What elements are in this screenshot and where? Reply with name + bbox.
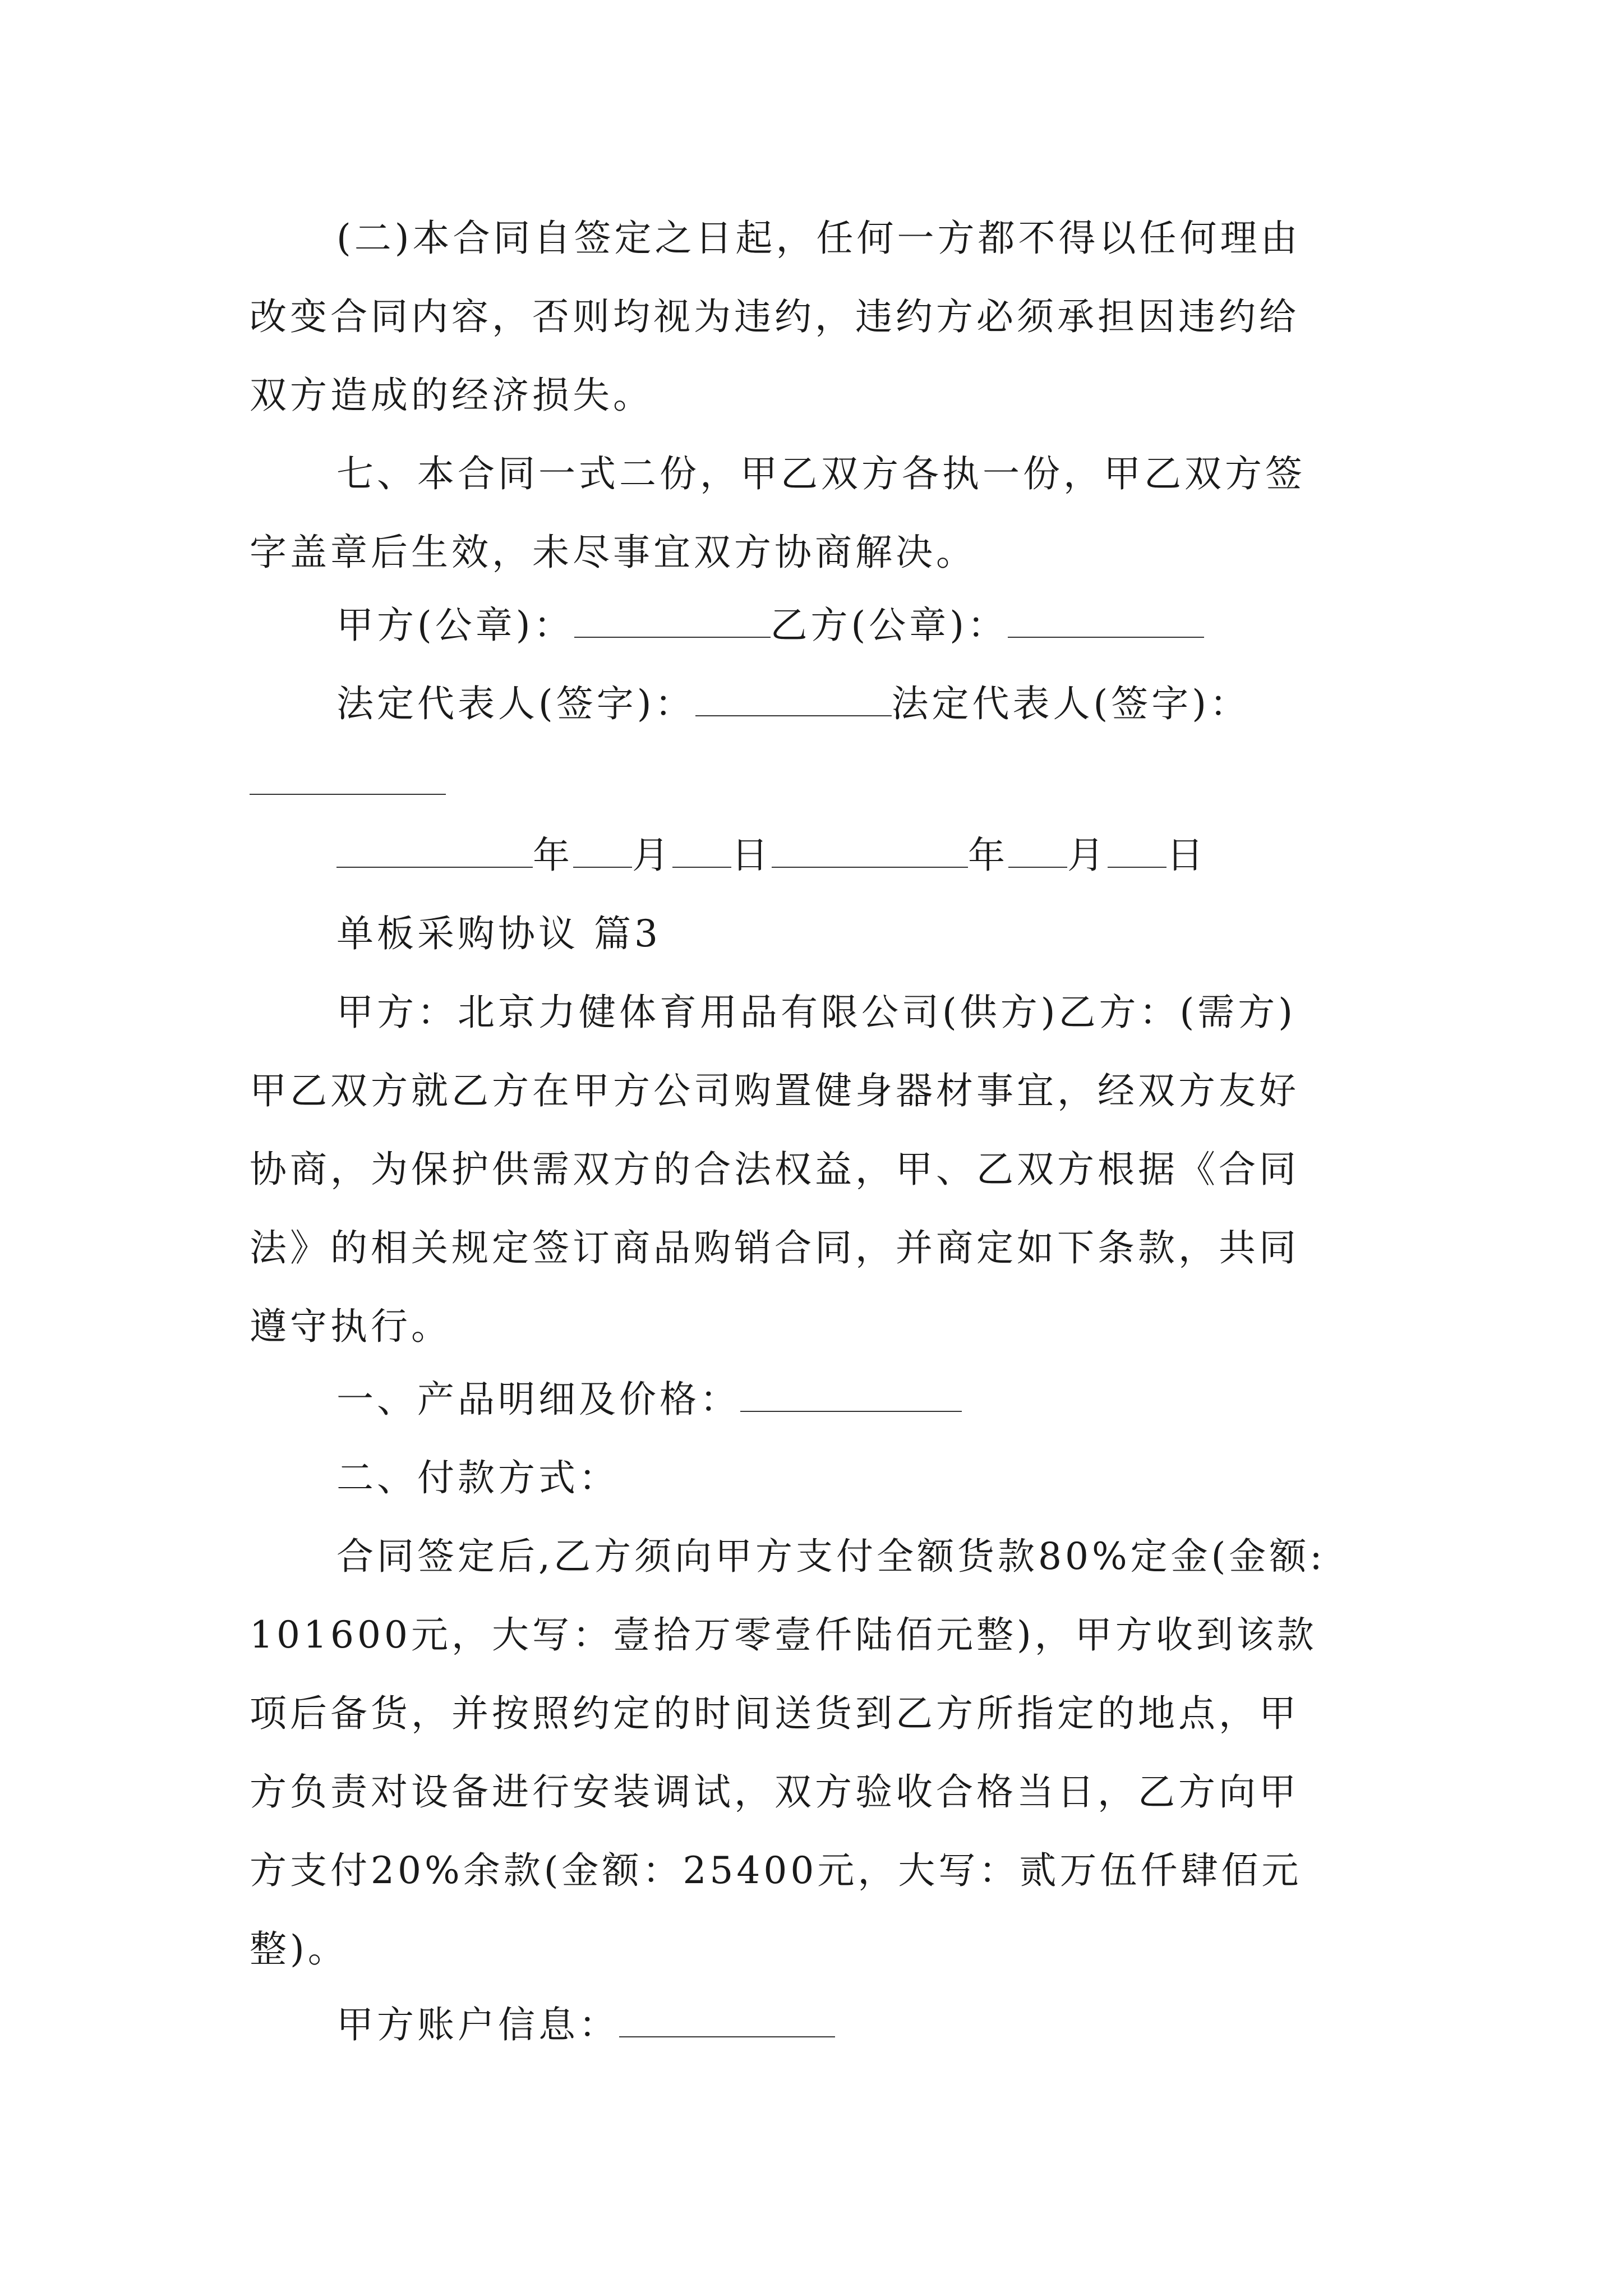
party-a-seal-label: 甲方(公章)： bbox=[336, 604, 574, 647]
date-b-month-label: 月 bbox=[1067, 834, 1108, 877]
party-b-rep-blank bbox=[250, 793, 446, 795]
representative-line bbox=[336, 679, 1492, 729]
date-b-year-label: 年 bbox=[968, 834, 1008, 877]
account-blank bbox=[619, 2036, 835, 2037]
date-b-year-blank bbox=[772, 866, 968, 868]
account-label: 甲方账户信息： bbox=[336, 2003, 619, 2046]
party-a-seal-blank bbox=[574, 636, 771, 638]
item-2-label: 二、付款方式： bbox=[336, 1456, 619, 1499]
payment-line-3: 项后备货，并按照约定的时间送货到乙方所指定的地点，甲 bbox=[250, 1692, 1299, 1735]
date-a-day-label: 日 bbox=[731, 834, 772, 877]
clause-2-line-3: 双方造成的经济损失。 bbox=[250, 374, 653, 417]
section-title: 单板采购协议 篇3 bbox=[336, 912, 661, 955]
seal-line bbox=[336, 600, 1492, 651]
payment-line-6: 整)。 bbox=[250, 1927, 348, 1971]
representative-blank-line bbox=[250, 757, 1405, 791]
intro-line-4: 法》的相关规定签订商品购销合同，并商定如下条款，共同 bbox=[250, 1226, 1299, 1269]
clause-2-line-1: (二)本合同自签定之日起，任何一方都不得以任何理由 bbox=[336, 217, 1301, 260]
intro-line-3: 协商，为保护供需双方的合法权益，甲、乙双方根据《合同 bbox=[250, 1148, 1299, 1191]
payment-line-1: 合同签定后,乙方须向甲方支付全额货款80%定金(金额: bbox=[336, 1535, 1326, 1578]
party-a-rep-label: 法定代表人(签字)： bbox=[336, 682, 695, 725]
intro-line-2: 甲乙双方就乙方在甲方公司购置健身器材事宜，经双方友好 bbox=[250, 1069, 1299, 1112]
party-b-seal-blank bbox=[1008, 636, 1204, 638]
item-1-line bbox=[336, 1374, 1492, 1425]
intro-line-5: 遵守执行。 bbox=[250, 1305, 451, 1348]
date-a-month-label: 月 bbox=[632, 834, 672, 877]
account-line bbox=[336, 2000, 1492, 2050]
clause-2-line-2: 改变合同内容，否则均视为违约，违约方必须承担因违约给 bbox=[250, 295, 1299, 338]
payment-line-2: 101600元，大写：壹拾万零壹仟陆佰元整)，甲方收到该款 bbox=[250, 1613, 1317, 1657]
intro-line-1: 甲方：北京力健体育用品有限公司(供方)乙方：(需方) bbox=[336, 991, 1296, 1034]
date-a-month-blank bbox=[573, 866, 632, 868]
date-a-day-blank bbox=[672, 866, 731, 868]
party-b-rep-label: 法定代表人(签字)： bbox=[891, 682, 1250, 725]
party-b-seal-label: 乙方(公章)： bbox=[770, 604, 1008, 647]
payment-line-4: 方负责对设备进行安装调试，双方验收合格当日，乙方向甲 bbox=[250, 1770, 1299, 1814]
item-1-label: 一、产品明细及价格： bbox=[336, 1378, 740, 1421]
date-b-month-blank bbox=[1008, 866, 1067, 868]
payment-line-5: 方支付20%余款(金额：25400元，大写：贰万伍仟肆佰元 bbox=[250, 1849, 1302, 1892]
party-a-rep-blank bbox=[695, 715, 892, 716]
date-b-day-label: 日 bbox=[1166, 834, 1207, 877]
clause-7-line-2: 字盖章后生效，未尽事宜双方协商解决。 bbox=[250, 531, 976, 574]
date-b-day-blank bbox=[1108, 866, 1166, 868]
item-1-blank bbox=[740, 1410, 962, 1412]
date-a-year-label: 年 bbox=[533, 834, 573, 877]
date-a-year-blank bbox=[336, 866, 533, 868]
clause-7-line-1: 七、本合同一式二份，甲乙双方各执一份，甲乙双方签 bbox=[336, 452, 1306, 495]
date-line bbox=[336, 830, 1492, 881]
